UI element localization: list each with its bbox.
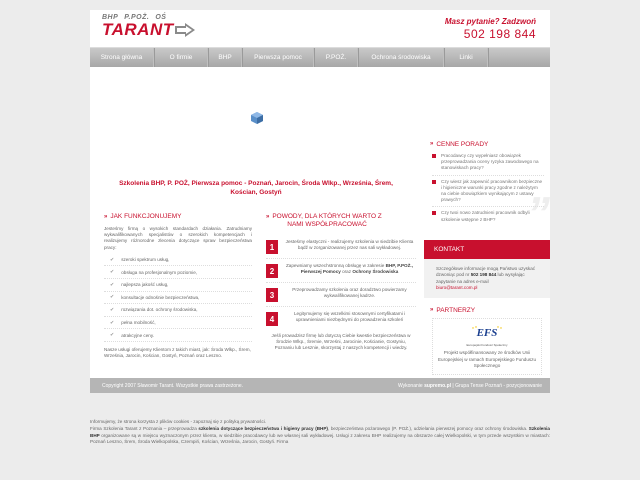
cookie-notice[interactable]: Informujemy, że strona korzysta z plików cookies - zapoznaj się z polityką prywatności. xyxy=(90,419,267,424)
double-chevron-icon: » xyxy=(104,214,108,220)
main-column xyxy=(96,67,416,378)
news-list xyxy=(432,150,546,239)
quote-watermark-icon: ” xyxy=(527,187,546,239)
logo-arrow-icon xyxy=(175,23,195,37)
seo-paragraph: Firma Szkolenia Tarant z Poznania – przeprowadza szkolenia dotyczące bezpieczeństwa i higieny pracy (BHP), bezpieczeństwa pożarowego (P. POŻ.), udzielania pierwszej pomocy oraz ochrony środowiska. Szkolenia BHP organizowane są w miejscu wyznaczonym przez klienta, w siedzibie pracodawcy lub we własnej sali wykładowej. Usługi z zakresu BHP realizujemy na obszarze całej Wielkopolski, w tym przede wszystkim w miastach: Poznań Leszno, Śrem, Środa Wielkopolska, Czempiń, Kościan, Września, Jarocin, Gostyń. Firma xyxy=(90,425,550,445)
reason-number: 3 xyxy=(266,288,278,302)
reason-text: Przeprowadzamy szkolenia oraz doradztwo powierzamy wykwalifikowanej kadrze. xyxy=(292,287,407,299)
double-chevron-icon: » xyxy=(266,214,270,220)
partners-heading: » PARTNERZY xyxy=(430,307,476,315)
efs-logo-text: EFS xyxy=(476,327,498,340)
list-item: ✔ rozwiązania dot. ochrony środowiska, xyxy=(104,304,252,317)
contact-heading: KONTAKT xyxy=(424,240,550,259)
partner-box xyxy=(432,318,542,374)
double-chevron-icon: » xyxy=(430,307,434,314)
reason-number: 2 xyxy=(266,264,278,278)
reason-item xyxy=(266,235,416,259)
nav-filler xyxy=(488,48,550,67)
how-heading xyxy=(104,213,252,221)
bullet-icon xyxy=(432,154,436,158)
how-intro: Jesteśmy firmą o wysokich standardach działania. Zatrudniamy wykwalifikowanych specjalistów o szerokich kompetencjach i realizujemy różnorodne zlecenia dotyczące spraw bezpieczeństwa pracy: xyxy=(104,226,252,250)
reason-item xyxy=(266,259,416,283)
why-heading-line1: POWODY, DLA KTÓRYCH WARTO Z xyxy=(272,213,382,220)
list-item: ✔ najlepsza jakość usług, xyxy=(104,279,252,292)
reason-number: 1 xyxy=(266,240,278,254)
reasons-list xyxy=(266,235,416,352)
logo[interactable] xyxy=(102,14,195,40)
nav-item-about[interactable]: O firmie xyxy=(154,48,208,67)
check-icon: ✔ xyxy=(110,294,115,301)
check-icon: ✔ xyxy=(110,256,115,263)
contact-question: Masz pytanie? Zadzwoń xyxy=(444,17,536,26)
partner-text: Projekt współfinansowany ze środków Unii Europejskiej w ramach Europejskiego Funduszu Społecznego xyxy=(437,350,537,369)
nav-item-first-aid[interactable]: Pierwsza pomoc xyxy=(242,48,314,67)
why-heading-line2: NAMI WSPÓŁPRACOWAĆ xyxy=(287,221,367,228)
logo-name: TARANT xyxy=(102,20,174,39)
contact-box: Szczegółowe informacje mogą Państwo uzyskać dzwoniąc pod nr 502 198 844 lub wysyłając zapytanie na adres e-mail biuro@tarant.com.pl xyxy=(424,259,550,299)
footer-credits: Wykonanie supremo.pl | Grupa Tense Poznań - pozycjonowanie xyxy=(397,382,542,389)
header-contact xyxy=(445,17,536,41)
check-icon: ✔ xyxy=(110,319,115,326)
contact-email-link[interactable]: biuro@tarant.com.pl xyxy=(436,285,478,291)
reason-text: Zapewniamy wszechstronną obsługę w zakresie BHP, P.POŻ., Pierwszej Pomocy oraz Ochrony Środowiska xyxy=(286,263,413,275)
why-us-section xyxy=(266,213,416,352)
news-item[interactable]: Pracodawcy czy wypełniasz obowiązek przeprowadzania oceny ryzyka zawodowego na stanowiskach pracy? xyxy=(432,150,544,176)
nav-item-bhp[interactable]: BHP xyxy=(208,48,242,67)
bullet-icon xyxy=(432,211,436,215)
page-container xyxy=(90,10,550,393)
nav-item-home[interactable]: Strona główna xyxy=(90,48,154,67)
footer xyxy=(90,378,550,393)
check-icon: ✔ xyxy=(110,269,115,276)
why-final: Jeśli prowadzisz firmę lub dotyczą Ciebie kwestie bezpieczeństwa w Środzie Wlkp., Śremie, Wrześni, Jarocinie, Kościanie, Gostyniu, Poznaniu lub Lesznie, skorzystaj z naszych kompetencji i wiedzy. xyxy=(271,333,411,351)
page-title xyxy=(96,179,416,197)
check-icon: ✔ xyxy=(110,332,115,339)
footer-tense-link[interactable]: | Grupa Tense Poznań - pozycjonowanie xyxy=(451,382,542,389)
flash-banner xyxy=(100,73,414,173)
news-item[interactable]: Czy wiesz jak zapewnić pracownikom bezpieczne i higieniczne warunki pracy zgodne z należytym na ciebie obowiązkiem wynikającym z ustawy prawych? xyxy=(432,176,544,208)
list-item: ✔ pełna mobilność, xyxy=(104,317,252,330)
efs-caption: Europejski Fundusz Społeczny xyxy=(466,343,508,348)
footer-copyright: Copyright 2007 Sławomir Tarant. Wszystkie prawa zastrzeżone. xyxy=(102,382,244,389)
check-icon: ✔ xyxy=(110,281,115,288)
how-heading-text: JAK FUNKCJONUJEMY xyxy=(110,213,182,220)
nav-item-environment[interactable]: Ochrona środowiska xyxy=(358,48,444,67)
how-outro: Nasze usługi oferujemy Klientom z takich miast, jak: Środa Wlkp., Śrem, Września, Jarocin, Kościan, Gostyń, Poznań oraz Leszno. xyxy=(104,346,251,359)
list-item: ✔ atrakcyjne ceny. xyxy=(104,329,252,342)
contact-phone[interactable]: 502 198 844 xyxy=(463,27,536,41)
logo-tag-ppoz: P.POŻ. xyxy=(124,14,150,21)
reason-text: Jesteśmy elastyczni - realizujemy szkolenia w siedzibie Klienta bądź w zorganizowanej przez nas sali wykładowej. xyxy=(285,239,414,251)
why-heading xyxy=(266,213,416,229)
check-icon: ✔ xyxy=(110,306,115,313)
reason-text: Legitymujemy się wszelkimi stosownymi certyfikatami i uprawnieniami niezbędnymi do prowadzenia szkoleń xyxy=(293,311,406,323)
list-item: ✔ obsługa na profesjonalnym poziomie, xyxy=(104,266,252,279)
news-heading: » CENNE PORADY xyxy=(430,141,489,148)
double-chevron-icon: » xyxy=(430,141,434,147)
how-checklist xyxy=(104,254,252,342)
header xyxy=(90,10,550,47)
list-item: ✔ szeroki spektrum usług, xyxy=(104,254,252,267)
bullet-icon xyxy=(432,180,436,184)
reason-number: 4 xyxy=(266,312,278,326)
efs-logo-icon[interactable] xyxy=(467,325,507,341)
footer-supremo-link[interactable]: supremo.pl xyxy=(424,382,452,389)
nav-item-links[interactable]: Linki xyxy=(444,48,488,67)
content-area xyxy=(90,67,550,378)
page-title-line2: Kościan, Gostyń xyxy=(230,189,282,196)
plugin-placeholder-icon xyxy=(250,111,264,125)
news-item[interactable]: Czy twoi nowo zatrudnieni pracownik odbyli szkolenie wstępne z BHP? xyxy=(432,207,544,225)
reason-item xyxy=(266,283,416,307)
how-we-work-section xyxy=(104,213,252,359)
logo-tag-os: OŚ xyxy=(155,14,167,21)
list-item: ✔ konsultacje odnośnie bezpieczeństwa, xyxy=(104,292,252,305)
seo-note xyxy=(90,419,550,446)
reason-item xyxy=(266,307,416,330)
logo-tag-bhp: BHP xyxy=(102,14,119,21)
sidebar xyxy=(424,67,550,378)
main-nav xyxy=(90,47,550,67)
nav-item-ppoz[interactable]: P.POŻ. xyxy=(314,48,358,67)
page-title-line1: Szkolenia BHP, P. POŻ, Pierwsza pomoc - Poznań, Jarocin, Środa Wlkp., Września, Śrem, xyxy=(119,180,393,187)
contact-box-phone[interactable]: 502 198 844 xyxy=(470,272,497,278)
